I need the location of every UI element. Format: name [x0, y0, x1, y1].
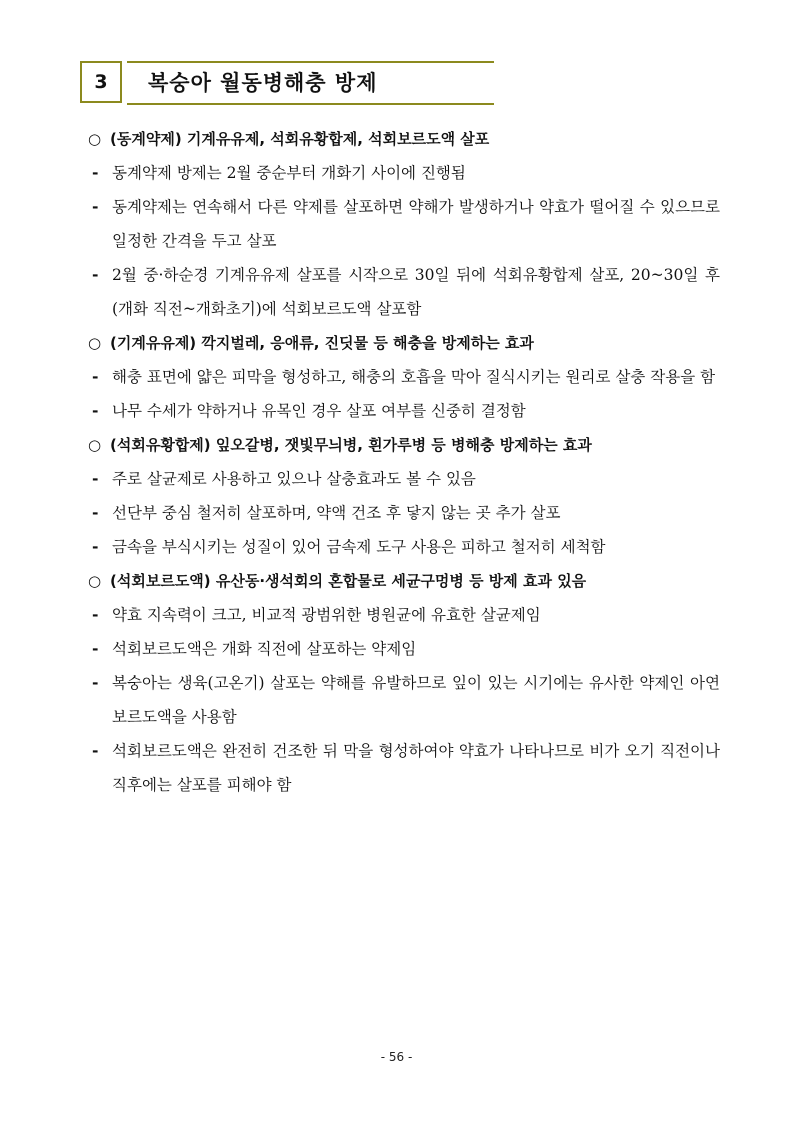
list-item [88, 666, 720, 734]
heading-text: (석회유황합제) 잎오갈병, 잿빛무늬병, 흰가루병 등 병해충 방제하는 효과 [110, 436, 592, 454]
dash-bullet-icon: - [92, 606, 99, 624]
circle-bullet-icon: ○ [88, 334, 102, 352]
circle-bullet-icon: ○ [88, 572, 102, 590]
item-text: 해충 표면에 얇은 피막을 형성하고, 해충의 호흡을 막아 질식시키는 원리로 살충 작용을 함 [112, 368, 716, 386]
section-title: 복숭아 월동병해충 방제 [148, 71, 378, 95]
list-item [88, 734, 720, 802]
item-text: 약효 지속력이 크고, 비교적 광범위한 병원균에 유효한 살균제임 [112, 606, 541, 624]
section-heading [88, 564, 720, 598]
heading-text: (동계약제) 기계유유제, 석회유황합제, 석회보르도액 살포 [110, 130, 490, 148]
list-item [88, 598, 720, 632]
item-text: 석회보르도액은 완전히 건조한 뒤 막을 형성하여야 약효가 나타나므로 비가 오기 직전이나 직후에는 살포를 피해야 함 [112, 742, 720, 794]
item-text: 동계약제는 연속해서 다른 약제를 살포하면 약해가 발생하거나 약효가 떨어질 수 있으므로 일정한 간격을 두고 살포 [112, 198, 720, 250]
heading-text: (석회보르도액) 유산동·생석회의 혼합물로 세균구멍병 등 방제 효과 있음 [110, 572, 587, 590]
section-heading [88, 326, 720, 360]
section-header [80, 61, 494, 105]
list-item [88, 156, 720, 190]
dash-bullet-icon: - [92, 266, 99, 284]
item-text: 금속을 부식시키는 성질이 있어 금속제 도구 사용은 피하고 철저히 세척함 [112, 538, 606, 556]
dash-bullet-icon: - [92, 402, 99, 420]
item-text: 2월 중·하순경 기계유유제 살포를 시작으로 30일 뒤에 석회유황합제 살포, 20~30일 후(개화 직전~개화초기)에 석회보르도액 살포함 [112, 266, 720, 318]
list-item [88, 462, 720, 496]
list-item [88, 190, 720, 258]
section-heading [88, 428, 720, 462]
dash-bullet-icon: - [92, 504, 99, 522]
document-body [88, 122, 720, 802]
header-rule-top [127, 61, 494, 63]
item-text: 동계약제 방제는 2월 중순부터 개화기 사이에 진행됨 [112, 164, 466, 182]
list-item [88, 360, 720, 394]
dash-bullet-icon: - [92, 164, 99, 182]
page-number: - 56 - [380, 1050, 413, 1064]
heading-text: (기계유유제) 깍지벌레, 응애류, 진딧물 등 해충을 방제하는 효과 [110, 334, 534, 352]
circle-bullet-icon: ○ [88, 436, 102, 454]
dash-bullet-icon: - [92, 198, 99, 216]
dash-bullet-icon: - [92, 640, 99, 658]
item-text: 주로 살균제로 사용하고 있으나 살충효과도 볼 수 있음 [112, 470, 476, 488]
section-heading [88, 122, 720, 156]
circle-bullet-icon: ○ [88, 130, 102, 148]
dash-bullet-icon: - [92, 538, 99, 556]
dash-bullet-icon: - [92, 742, 99, 760]
dash-bullet-icon: - [92, 470, 99, 488]
list-item [88, 394, 720, 428]
dash-bullet-icon: - [92, 674, 99, 692]
list-item [88, 496, 720, 530]
item-text: 나무 수세가 약하거나 유목인 경우 살포 여부를 신중히 결정함 [112, 402, 526, 420]
header-rule-bottom [127, 103, 494, 105]
list-item [88, 530, 720, 564]
list-item [88, 258, 720, 326]
item-text: 선단부 중심 철저히 살포하며, 약액 건조 후 닿지 않는 곳 추가 살포 [112, 504, 561, 522]
dash-bullet-icon: - [92, 368, 99, 386]
section-number-box: 3 [80, 61, 122, 103]
list-item [88, 632, 720, 666]
item-text: 석회보르도액은 개화 직전에 살포하는 약제임 [112, 640, 417, 658]
item-text: 복숭아는 생육(고온기) 살포는 약해를 유발하므로 잎이 있는 시기에는 유사한 약제인 아연보르도액을 사용함 [112, 674, 720, 726]
